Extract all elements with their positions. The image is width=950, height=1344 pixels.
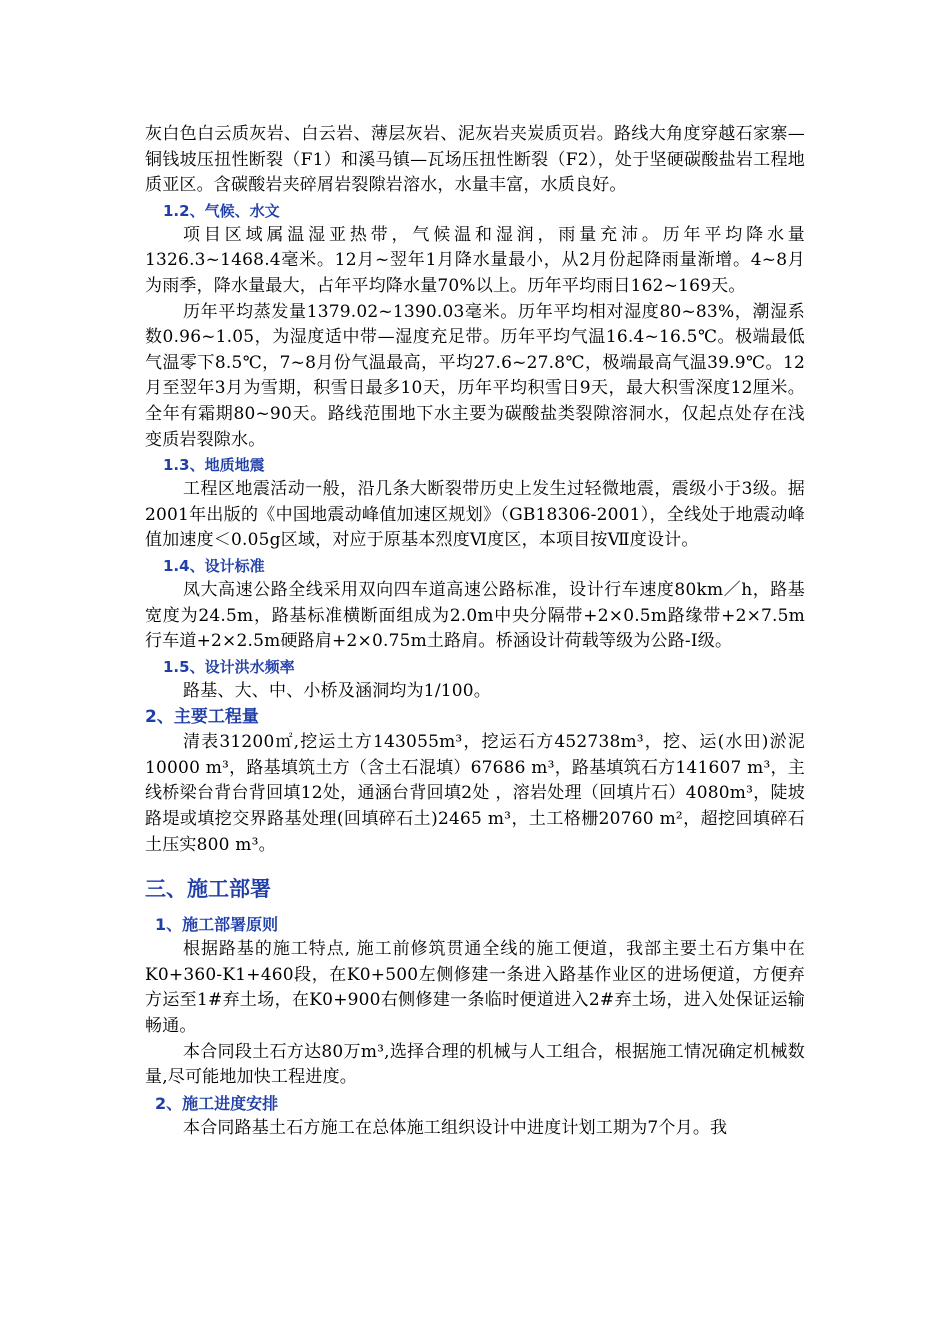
heading-construction-deployment: 三、施工部署 <box>145 877 271 902</box>
paragraph-seismic: 工程区地震活动一般，沿几条大断裂带历史上发生过轻微地震，震级小于3级。据2001年出版的《中国地震动峰值加速区规划》（GB18306-2001），全线处于地震动峰值加速度＜0.05g区域，对应于原基本烈度Ⅵ度区，本项目按Ⅶ度设计。 <box>145 479 805 551</box>
heading-geology-seismic: 1.3、地质地震 <box>163 456 265 475</box>
heading-design-standard: 1.4、设计标准 <box>163 556 265 575</box>
heading-deployment-principle: 1、施工部署原则 <box>155 915 279 935</box>
paragraph-climate-precipitation: 项目区域属温湿亚热带，气候温和湿润，雨量充沛。历年平均降水量1326.3~1468.4毫米。12月~翌年1月降水量最小，从2月份起降雨量渐增。4~8月为雨季，降水量最大，占年平均降水量70%以上。历年平均雨日162~169天。 <box>145 224 805 296</box>
paragraph-schedule: 本合同路基土石方施工在总体施工组织设计中进度计划工期为7个月。我 <box>183 1117 728 1138</box>
paragraph-geology: 灰白色白云质灰岩、白云岩、薄层灰岩、泥灰岩夹炭质页岩。路线大角度穿越石家寨—铜钱坡压扭性断裂（F1）和溪马镇—瓦场压扭性断裂（F2），处于坚硬碳酸盐岩工程地质亚区。含碳酸岩夹碎屑岩裂隙岩溶水，水量丰富，水质良好。 <box>145 124 805 196</box>
paragraph-deployment-principle: 根据路基的施工特点, 施工前修筑贯通全线的施工便道，我部主要土石方集中在K0+360-K1+460段，在K0+500左侧修建一条进入路基作业区的进场便道，方便弃方运至1#弃土场，在K0+900右侧修建一条临时便道进入2#弃土场，进入处保证运输畅通。 <box>145 939 805 1037</box>
document-page <box>145 122 805 1141</box>
paragraph-design-standard: 凤大高速公路全线采用双向四车道高速公路标准，设计行车速度80km／h，路基宽度为24.5m，路基标准横断面组成为2.0m中央分隔带+2×0.5m路缘带+2×7.5m行车道+2×2.5m硬路肩+2×0.75m土路肩。桥涵设计荷载等级为公路-Ⅰ级。 <box>145 579 805 652</box>
paragraph-earthwork-volume: 本合同段土石方达80万m³,选择合理的机械与人工组合，根据施工情况确定机械数量,尽可能地加快工程进度。 <box>145 1041 805 1088</box>
heading-schedule: 2、施工进度安排 <box>155 1093 279 1113</box>
heading-climate-hydrology: 1.2、气候、水文 <box>163 201 280 220</box>
paragraph-main-quantities: 清表31200㎡,挖运土方143055m³，挖运石方452738m³，挖、运(水田)淤泥10000 m³，路基填筑土方（含土石混填）67686 m³，路基填筑石方141607 m³，主线桥梁台背台背回填12处，通涵台背回填2处 ，溶岩处理（回填片石）4080m³，陡坡路堤或填挖交界路基处理(回填碎石土)2465 m³，土工格栅20760 m²，超挖回填碎石土压实800 m³。 <box>145 732 805 855</box>
paragraph-flood-frequency: 路基、大、中、小桥及涵洞均为1/100。 <box>183 680 491 701</box>
paragraph-climate-evaporation: 历年平均蒸发量1379.02~1390.03毫米。历年平均相对湿度80~83%，潮湿系数0.96~1.05，为湿度适中带—湿度充足带。历年平均气温16.4~16.5℃。极端最低气温零下8.5℃，7~8月份气温最高，平均27.6~27.8℃，极端最高气温39.9℃。12月至翌年3月为雪期，积雪日最多10天，历年平均积雪日9天，最大积雪深度12厘米。全年有霜期80~90天。路线范围地下水主要为碳酸盐类裂隙溶洞水，仅起点处存在浅变质岩裂隙水。 <box>145 301 805 450</box>
heading-main-quantities: 2、主要工程量 <box>145 707 259 728</box>
heading-flood-frequency: 1.5、设计洪水频率 <box>163 657 295 676</box>
